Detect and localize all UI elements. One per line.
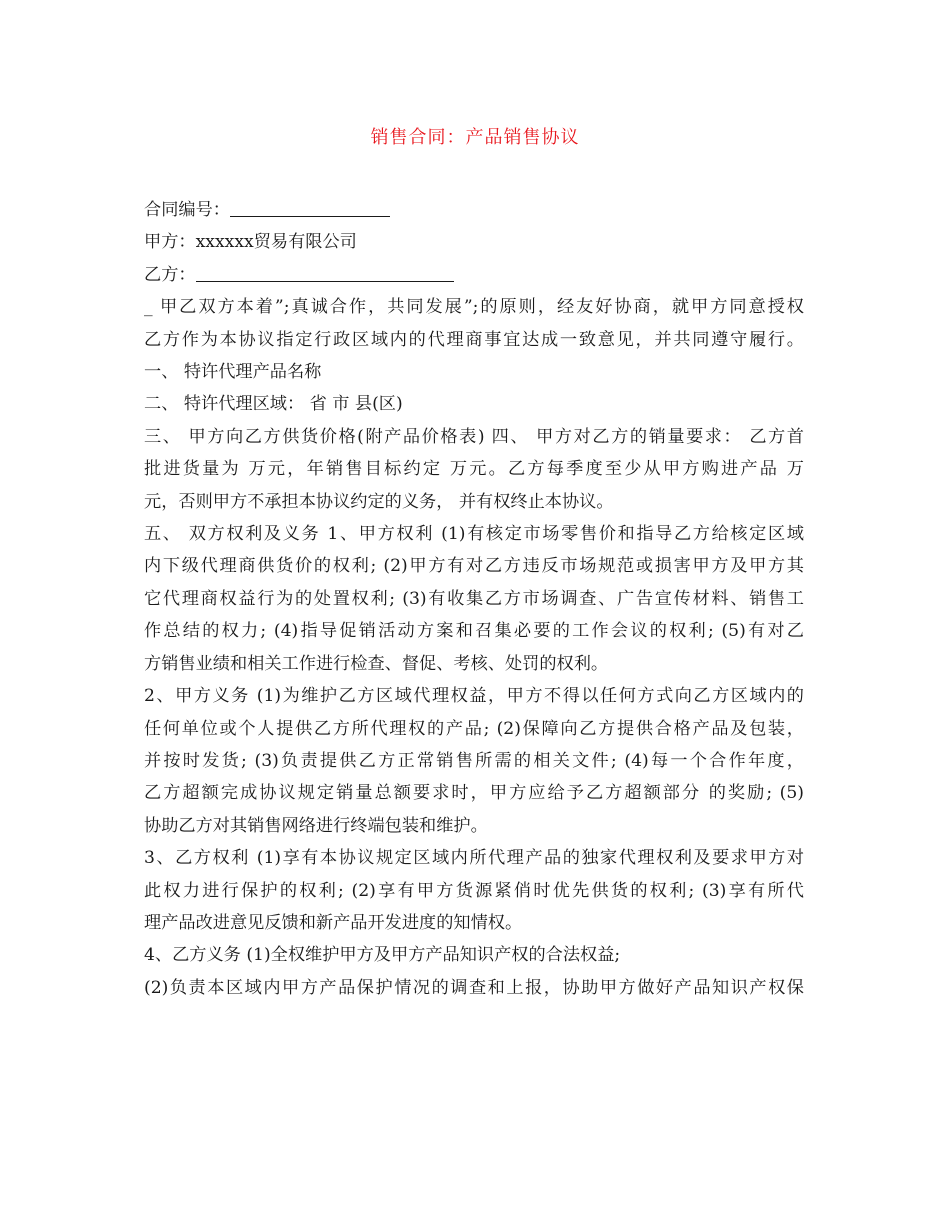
text-line: 任何单位或个人提供乙方所代理权的产品; (2)保障向乙方提供合格产品及包装， <box>144 718 804 739</box>
text-line: (2)负责本区域内甲方产品保护情况的调查和上报，协助甲方做好产品知识产权保 <box>144 977 804 998</box>
party-a-line: 甲方：xxxxxx贸易有限公司 <box>144 232 357 253</box>
contract-number-line <box>144 194 804 226</box>
text-line: 三、 甲方向乙方供货价格(附产品价格表) 四、 甲方对乙方的销量要求： 乙方首 <box>144 426 804 447</box>
contract-number-blank <box>230 198 390 217</box>
text-line: 并按时发货; (3)负责提供乙方正常销售所需的相关文件; (4)每一个合作年度， <box>144 750 804 771</box>
text-line: 二、 特许代理区域： 省 市 县(区) <box>144 394 403 415</box>
text-line: 此权力进行保护的权利; (2)享有甲方货源紧俏时优先供货的权利; (3)享有所代 <box>144 880 804 901</box>
text-line: 4、乙方义务 (1)全权维护甲方及甲方产品知识产权的合法权益; <box>144 945 621 966</box>
party-b-label: 乙方： <box>144 264 196 285</box>
text-line: 它代理商权益行为的处置权利; (3)有收集乙方市场调查、广告宣传材料、销售工 <box>144 588 804 609</box>
text-line: 批进货量为 万元，年销售目标约定 万元。乙方每季度至少从甲方购进产品 万 <box>144 459 804 480</box>
text-line: 协助乙方对其销售网络进行终端包装和维护。 <box>144 815 488 836</box>
text-line: 一、 特许代理产品名称 <box>144 362 322 383</box>
text-line: 作总结的权力; (4)指导促销活动方案和召集必要的工作会议的权利; (5)有对乙 <box>144 621 804 642</box>
text-line: 乙方作为本协议指定行政区域内的代理商事宜达成一致意见，并共同遵守履行。 <box>144 329 804 350</box>
text-line: 方销售业绩和相关工作进行检查、督促、考核、处罚的权利。 <box>144 653 609 674</box>
text-line: 元，否则甲方不承担本协议约定的义务， 并有权终止本协议。 <box>144 491 614 512</box>
document-title: 销售合同：产品销售协议 <box>370 127 580 148</box>
text-line: 2、甲方义务 (1)为维护乙方区域代理权益，甲方不得以任何方式向乙方区域内的 <box>144 686 804 707</box>
text-line: 3、乙方权利 (1)享有本协议规定区域内所代理产品的独家代理权利及要求甲方对 <box>144 848 804 869</box>
text-line: 内下级代理商供货价的权利; (2)甲方有对乙方违反市场规范或损害甲方及甲方其 <box>144 556 804 577</box>
text-line: 五、 双方权利及义务 1、甲方权利 (1)有核定市场零售价和指导乙方给核定区域 <box>144 524 804 545</box>
document-body <box>144 194 804 1004</box>
contract-number-label: 合同编号： <box>144 200 230 220</box>
party-b-line <box>144 259 804 291</box>
text-line: 理产品改进意见反馈和新产品开发进度的知情权。 <box>144 912 523 933</box>
party-b-blank <box>196 263 454 282</box>
text-line: 乙方超额完成协议规定销量总额要求时，甲方应给予乙方超额部分 的奖励; (5) <box>144 783 804 804</box>
text-line: _ 甲乙双方本着”;真诚合作，共同发展”;的原则，经友好协商，就甲方同意授权 <box>144 297 804 318</box>
